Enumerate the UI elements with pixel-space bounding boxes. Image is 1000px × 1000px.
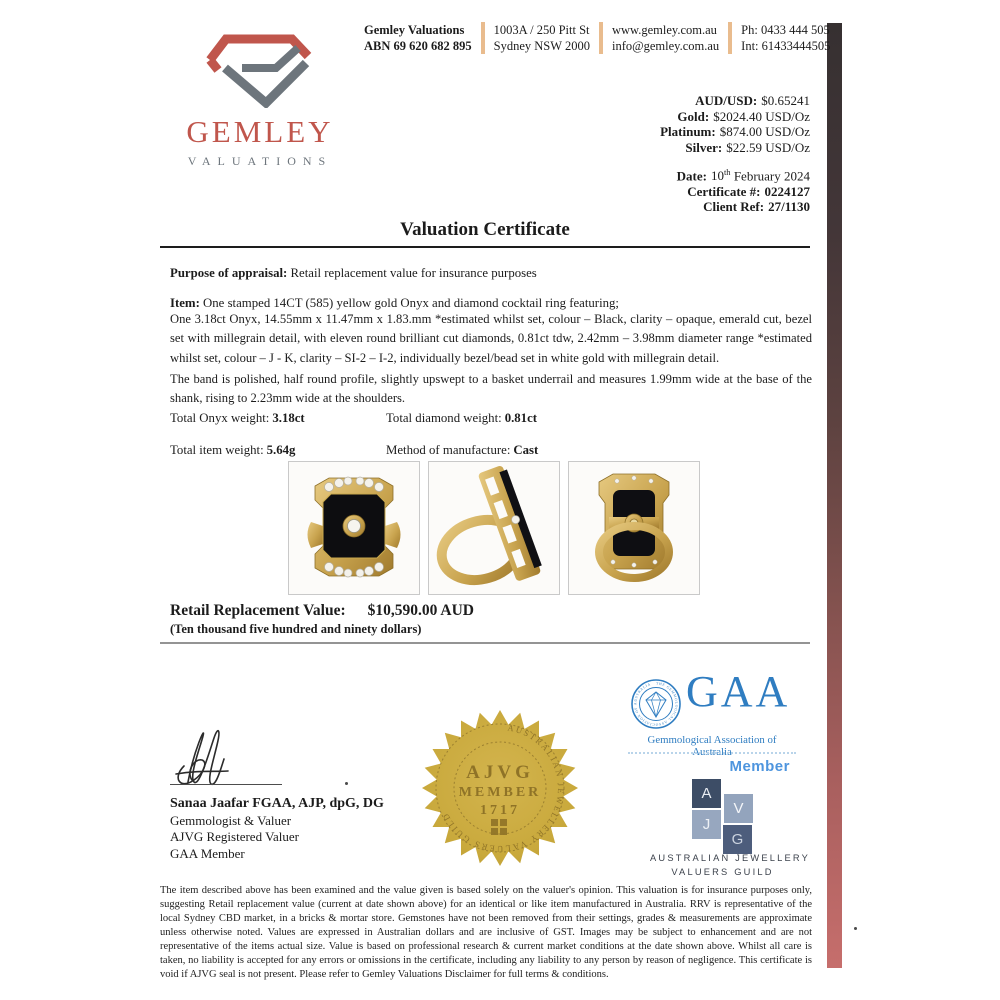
ring-side-illustration	[429, 462, 559, 594]
rate-value: $874.00 USD/Oz	[719, 124, 810, 139]
scan-speck	[345, 782, 348, 785]
email-link[interactable]: info@gemley.com.au	[611, 39, 720, 53]
ajvg-guild-line1: AUSTRALIAN JEWELLERY	[650, 853, 811, 863]
weight-label: Total Onyx weight:	[170, 411, 270, 425]
client-ref-label: Client Ref:	[703, 199, 765, 215]
signatory-role: AJVG Registered Valuer	[170, 829, 300, 845]
ajvg-square-j: J	[692, 810, 721, 839]
ajvg-square-g: G	[723, 825, 752, 854]
date-label: Date:	[676, 168, 707, 184]
contact-web-col	[612, 22, 719, 54]
header-divider	[728, 22, 732, 54]
gaa-full-name: Gemmological Association of Australia	[647, 734, 777, 758]
meta-client-row	[677, 199, 810, 215]
company-logo	[185, 30, 335, 169]
band-paragraph: The band is polished, half round profile, slightly upswept to a basket underrail and measures 1.99mm wide at the base of the shank, rising to 2.23mm wide at the shoulders.	[170, 372, 812, 406]
item-label: Item:	[170, 296, 200, 310]
phone-number: Ph: 0433 444 505	[741, 23, 830, 37]
ring-back-illustration	[569, 462, 699, 594]
header-divider	[599, 22, 603, 54]
gaa-membership-block	[628, 667, 796, 778]
rate-row-platinum	[660, 124, 810, 140]
retail-value-words: (Ten thousand five hundred and ninety dollars)	[170, 622, 422, 636]
signatory-block	[170, 796, 384, 862]
weight-label: Total diamond weight:	[386, 411, 502, 425]
seal-number: 1717	[480, 803, 520, 818]
ring-photo-side	[428, 461, 560, 595]
rate-label: Platinum:	[660, 124, 716, 139]
seal-org: AJVG	[466, 762, 534, 783]
client-ref-value: 27/1130	[768, 199, 810, 215]
contact-phone-col	[741, 22, 830, 54]
company-abn: ABN 69 620 682 895	[364, 39, 472, 53]
date-day: 10	[710, 168, 724, 184]
signatory-role: GAA Member	[170, 845, 245, 861]
ring-photo-back	[568, 461, 700, 595]
website-link[interactable]: www.gemley.com.au	[611, 23, 717, 37]
retail-value-label: Retail Replacement Value:	[170, 602, 346, 619]
rate-label: Silver:	[685, 139, 723, 155]
weight-value: 0.81ct	[504, 411, 538, 425]
disclaimer-text: The item described above has been examined and the value given is based solely on the valuer's opinion. This valuation is for insurance purposes only, suggesting Retail replacement value (current at date shown above) for an identical or like item manufactured in Australia. RRV is representative of the local Sydney CBD market, in a bricks & mortar store. Gemstones have not been removed from their settings, grades & measurements are approximate unless otherwise noted. Values are expressed in Australian dollars and are inclusive of GST. Images may be subject to enhancement and are not representative of the items actual size. Value is based on professional research & current market conditions at the date shown above. Whilst all care is taken, no liability is accepted for any errors or omissions in the certificate, including any liability to any person by reason of negligence. This certificate is void if AJVG seal is not present. Please refer to Gemley Valuations Disclaimer for full terms & conditions.	[160, 885, 812, 980]
seal-ring-text: AUSTRALIAN JEWELLERY VALUERS GUILD	[439, 722, 567, 855]
certificate-number-value: 0224127	[764, 183, 810, 199]
certificate-meta-panel	[677, 165, 810, 215]
ajvg-guild-line2: VALUERS GUILD	[671, 867, 774, 877]
address-line1: 1003A / 250 Pitt St	[493, 23, 590, 37]
rate-label: AUD/USD:	[695, 93, 758, 108]
weight-label: Total item weight:	[170, 443, 264, 457]
ring-photo-strip	[288, 461, 700, 595]
header-contact-strip	[364, 22, 830, 54]
date-rest: February 2024	[730, 168, 810, 184]
seal-member: MEMBER	[458, 785, 542, 800]
signature-icon	[164, 716, 294, 791]
weight-value: 5.64g	[266, 443, 296, 457]
rate-value: $22.59 USD/Oz	[726, 139, 810, 155]
meta-date-row	[677, 165, 810, 184]
rate-value: $0.65241	[761, 93, 810, 108]
date-ordinal: th	[723, 167, 731, 177]
manufacture-method	[386, 443, 538, 458]
gaa-member-badge: Member	[729, 758, 790, 775]
gaa-emblem-icon	[630, 678, 682, 730]
weight-value: Cast	[513, 443, 539, 457]
onyx-weight	[170, 411, 305, 426]
rate-label: Gold:	[677, 108, 710, 124]
contact-address-col	[494, 22, 590, 54]
ajvg-logo-block	[650, 779, 811, 883]
signature-line	[170, 784, 282, 785]
contact-company-col	[364, 22, 472, 54]
signatory-role: Gemmologist & Valuer	[170, 812, 292, 828]
diamond-weight	[386, 411, 537, 426]
description-paragraph: One 3.18ct Onyx, 14.55mm x 11.47mm x 1.83.mm *estimated whilst set, colour – Black, clarity – opaque, emerald cut, bezel set with millegrain detail, with eleven round brilliant cut diamonds, 0.81ct tdw, 2.42mm – 3.98mm diameter range *estimated whilst set, colour – J - K, clarity – SI-2 – I-2, individually bezel/bead set in white gold with millegrain detail.	[170, 312, 812, 365]
retail-value-amount: $10,590.00 AUD	[367, 602, 474, 619]
ajvg-square-a: A	[692, 779, 721, 808]
page-title: Valuation Certificate	[400, 219, 570, 240]
gaa-emblem-ring-text: THE GEMMOLOGICAL ASSOCIATION OF AUSTRALIA	[633, 681, 679, 727]
gradient-side-bar	[827, 23, 842, 968]
ring-front-illustration	[289, 462, 419, 594]
brand-tagline: VALUATIONS	[187, 154, 333, 168]
brand-name: GEMLEY	[186, 114, 334, 149]
weight-label: Method of manufacture:	[386, 443, 511, 457]
weight-value: 3.18ct	[272, 411, 305, 425]
gaa-dotted-rule	[628, 752, 796, 754]
header-divider	[481, 22, 485, 54]
title-rule	[160, 246, 810, 248]
metal-rates-panel	[660, 93, 810, 155]
signatory-name: Sanaa Jaafar FGAA, AJP, dpG, DG	[170, 796, 384, 811]
ajvg-gold-seal-icon	[418, 706, 582, 870]
company-name: Gemley Valuations	[364, 23, 465, 37]
retail-value-line	[170, 602, 474, 620]
ajvg-square-v: V	[724, 794, 753, 823]
purpose-label: Purpose of appraisal:	[170, 266, 288, 280]
ring-photo-front	[288, 461, 420, 595]
intl-number: Int: 61433444505	[741, 39, 831, 53]
address-line2: Sydney NSW 2000	[493, 39, 590, 53]
value-rule	[160, 642, 810, 644]
rate-row-silver	[660, 140, 810, 156]
gaa-acronym: GAA	[686, 667, 791, 716]
rate-value: $2024.40 USD/Oz	[713, 108, 810, 124]
item-line	[170, 296, 812, 311]
certificate-number-label: Certificate #:	[687, 183, 761, 199]
gem-diamond-logo-icon	[204, 30, 316, 108]
purpose-line	[170, 266, 812, 281]
scan-speck	[854, 927, 857, 930]
item-weight	[170, 443, 295, 458]
meta-certificate-row	[677, 184, 810, 200]
item-text: One stamped 14CT (585) yellow gold Onyx and diamond cocktail ring featuring;	[203, 296, 619, 310]
rate-row-gold	[660, 109, 810, 125]
rate-row-audusd	[660, 93, 810, 109]
purpose-text: Retail replacement value for insurance purposes	[290, 266, 537, 280]
